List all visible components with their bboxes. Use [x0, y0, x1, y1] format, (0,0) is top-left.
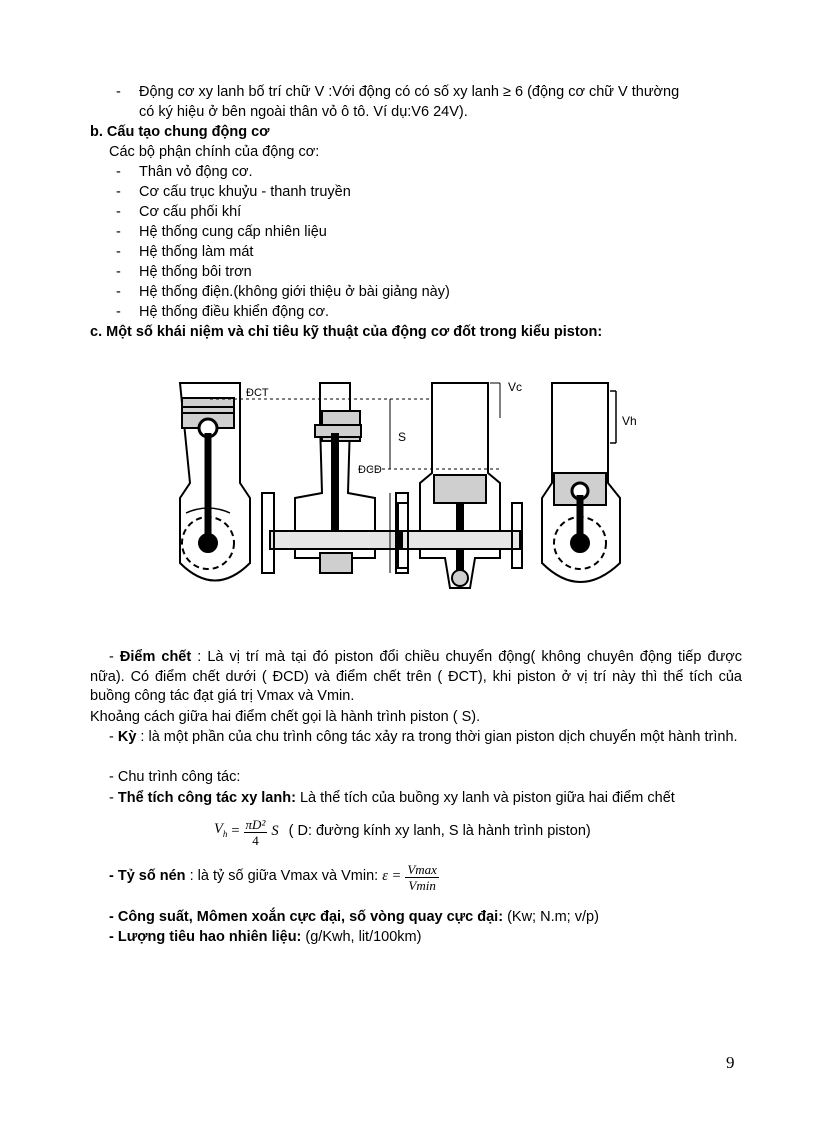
ty-so-text: : là tỷ số giữa Vmax và Vmin:	[185, 868, 383, 885]
section-b-heading: b. Cấu tạo chung động cơ	[90, 124, 270, 140]
list-bullet: -	[116, 184, 121, 200]
eps-den: Vmin	[408, 877, 436, 893]
ky-paragraph	[90, 728, 742, 748]
intro-line-2: có ký hiệu ở bên ngoài thân vỏ ô tô. Ví dụ:V6 24V).	[139, 104, 468, 120]
list-item: Thân vỏ động cơ.	[139, 164, 253, 180]
list-item: Cơ cấu trục khuỷu - thanh truyền	[139, 184, 351, 200]
term-ty-so-nen: - Tỷ số nén	[109, 868, 186, 885]
term-diem-chet: Điểm chết	[119, 649, 192, 665]
intro-bullet: -	[116, 84, 121, 100]
prefix: -	[109, 790, 118, 806]
list-bullet: -	[116, 244, 121, 260]
list-bullet: -	[116, 204, 121, 220]
label-s: S	[398, 430, 407, 444]
label-dcd: ĐCD	[358, 464, 382, 476]
section-b-intro: Các bộ phận chính của động cơ:	[109, 144, 320, 160]
list-bullet: -	[116, 224, 121, 240]
term-ky: Kỳ	[117, 729, 137, 745]
eps-num: Vmax	[407, 861, 437, 877]
list-item: Cơ cấu phối khí	[139, 204, 242, 220]
prefix: -	[109, 729, 118, 745]
cong-suat-paragraph	[109, 908, 599, 928]
list-bullet: -	[116, 304, 121, 320]
ky-text: : là một phần của chu trình công tác xảy ra trong thời gian piston dịch chuyển một hành trình.	[136, 729, 738, 745]
list-item: Hệ thống điều khiển động cơ.	[139, 304, 330, 320]
luong-text: (g/Kwh, lit/100km)	[301, 929, 422, 945]
label-dct: ĐCT	[246, 387, 269, 399]
page-number: 9	[726, 1053, 735, 1072]
list-bullet: -	[116, 284, 121, 300]
term-cong-suat: - Công suất, Mômen xoắn cực đại, số vòng quay cực đại:	[109, 909, 504, 925]
ty-so-nen-paragraph	[109, 857, 439, 897]
prefix: -	[109, 649, 120, 665]
engine-view-2	[262, 383, 408, 573]
formula-vh-s: S	[271, 823, 279, 840]
label-vh: Vh	[622, 414, 637, 428]
the-tich-paragraph	[109, 789, 675, 809]
diem-chet-paragraph	[90, 648, 742, 707]
hanh-trinh-text: Khoảng cách giữa hai điểm chết gọi là hành trình piston ( S).	[90, 709, 481, 725]
intro-line-1: Động cơ xy lanh bố trí chữ V :Với động có có số xy lanh ≥ 6 (động cơ chữ V thường	[139, 84, 680, 100]
formula-vh: $V_h$ = $\frac{\text{πD²}}{4}$ S ( D: đường kính xy lanh, S là hành trình piston)	[214, 816, 591, 848]
list-bullet: -	[116, 164, 121, 180]
engine-view-4	[542, 383, 620, 582]
diem-chet-text: : Là vị trí mà tại đó piston đổi chiều chuyển động( không chuyên động tiếp được nữa). Có điểm chết dưới ( ĐCD) và điểm chết trên ( ĐCT), khi piston ở vị trí này thì thể tích của buồng công tác đạt giá trị Vmax và Vmin.	[90, 649, 743, 704]
label-vc: Vc	[508, 380, 523, 394]
list-item: Hệ thống cung cấp nhiên liệu	[139, 224, 327, 240]
formula-vh-den: 4	[252, 832, 259, 848]
engine-view-1	[180, 383, 250, 581]
list-item: Hệ thống bôi trơn	[139, 264, 252, 280]
the-tich-text: Là thể tích của buồng xy lanh và piston giữa hai điểm chết	[295, 790, 675, 806]
section-c-heading: c. Một số khái niệm và chỉ tiêu kỹ thuật của động cơ đốt trong kiểu piston:	[90, 324, 603, 340]
luong-tieu-hao-paragraph	[109, 928, 421, 948]
term-the-tich: Thể tích công tác xy lanh:	[117, 790, 296, 806]
engine-diagram	[170, 363, 650, 618]
list-item: Hệ thống điện.(không giới thiệu ở bài giảng này)	[139, 284, 450, 300]
list-bullet: -	[116, 264, 121, 280]
formula-vh-fraction	[244, 817, 268, 848]
formula-vh-lhs: $V_h$	[214, 820, 228, 839]
list-item: Hệ thống làm mát	[139, 244, 254, 260]
formula-vh-note: ( D: đường kính xy lanh, S là hành trình piston)	[288, 823, 591, 840]
term-luong-tieu-hao: - Lượng tiêu hao nhiên liệu:	[109, 929, 302, 945]
formula-vh-num: πD²	[245, 816, 266, 832]
cong-suat-text: (Kw; N.m; v/p)	[503, 909, 599, 925]
engine-view-3	[398, 383, 522, 588]
formula-vh-sub: h	[222, 828, 228, 839]
chu-trinh-text: - Chu trình công tác:	[109, 769, 241, 785]
epsilon-fraction	[405, 862, 439, 893]
epsilon-symbol: ε =	[382, 868, 402, 885]
